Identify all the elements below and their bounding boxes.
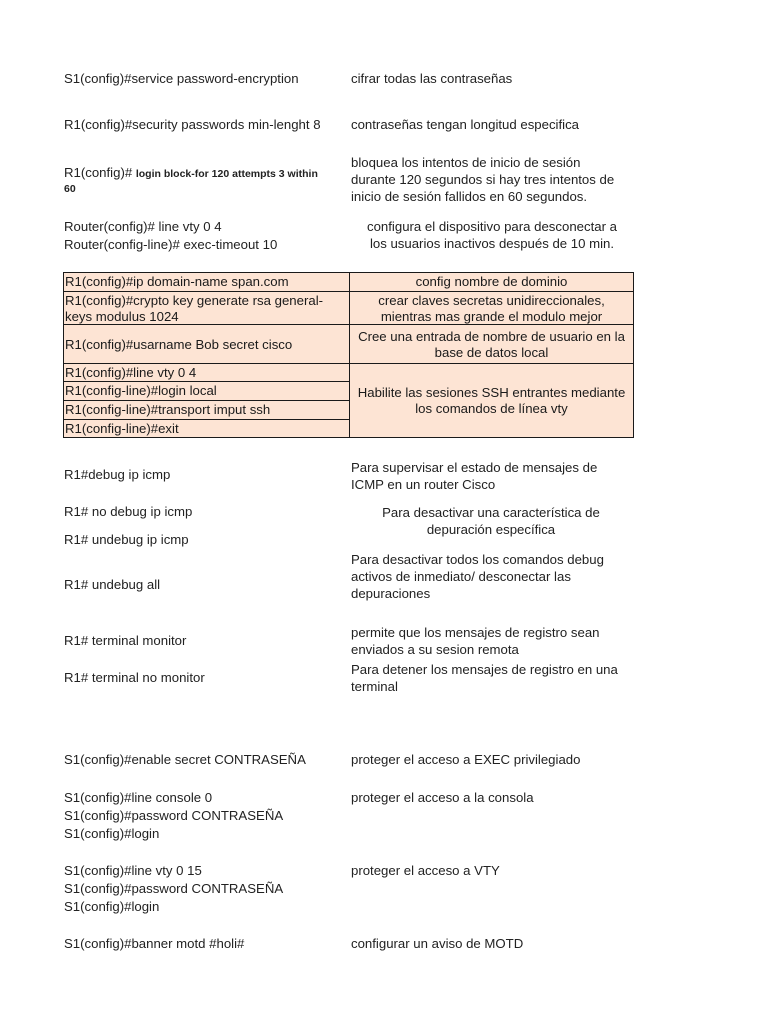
table-cell-transport-input: R1(config-line)#transport imput ssh xyxy=(64,401,350,420)
command-line-console: S1(config)#line console 0 S1(config)#password CONTRASEÑA S1(config)#login xyxy=(64,790,284,841)
description-longitud: contraseñas tengan longitud especifica xyxy=(351,117,580,132)
command-debug-ip-icmp: R1#debug ip icmp xyxy=(64,467,171,482)
description-desconectar: configura el dispositivo para desconectar a los usuarios inactivos después de 10 min. xyxy=(367,219,617,251)
table-cell-line-vty: R1(config)#line vty 0 4 xyxy=(64,364,350,382)
table-cell-username: R1(config)#usarname Bob secret cisco xyxy=(64,325,350,364)
table-cell-crypto-key: R1(config)#crypto key generate rsa general- keys modulus 1024 xyxy=(64,292,350,325)
ssh-config-table xyxy=(63,272,634,438)
description-cifrar: cifrar todas las contraseñas xyxy=(351,71,513,86)
command-security-passwords: R1(config)#security passwords min-lenght 8 xyxy=(64,117,321,132)
description-motd: configurar un aviso de MOTD xyxy=(351,936,524,951)
description-supervisar: Para supervisar el estado de mensajes de ICMP en un router Cisco xyxy=(351,460,598,492)
table-cell-ssh-desc: Habilite las sesiones SSH entrantes mediante los comandos de línea vty xyxy=(357,385,626,416)
table-cell-crypto-desc: crear claves secretas unidireccionales, mientras mas grande el modulo mejor xyxy=(350,292,633,325)
table-cell-domain-name: R1(config)#ip domain-name span.com xyxy=(64,273,350,292)
table-cell-exit: R1(config-line)#exit xyxy=(64,420,350,437)
description-consola: proteger el acceso a la consola xyxy=(351,790,534,805)
command-terminal-no-monitor: R1# terminal no monitor xyxy=(64,670,205,685)
description-registro-remota: permite que los mensajes de registro sean enviados a su sesion remota xyxy=(351,625,600,657)
description-exec-privilegiado: proteger el acceso a EXEC privilegiado xyxy=(351,752,581,767)
command-undebug-ip-icmp: R1# undebug ip icmp xyxy=(64,532,189,547)
command-banner-motd: S1(config)#banner motd #holi# xyxy=(64,936,245,951)
command-no-debug: R1# no debug ip icmp xyxy=(64,504,193,519)
command-line-vty-15: S1(config)#line vty 0 15 S1(config)#password CONTRASEÑA S1(config)#login xyxy=(64,863,284,914)
command-undebug-all: R1# undebug all xyxy=(64,577,161,592)
description-desactivar-todos: Para desactivar todos los comandos debug activos de inmediato/ desconectar las depuraciones xyxy=(351,552,604,601)
description-bloquea: bloquea los intentos de inicio de sesión durante 120 segundos si hay tres intentos de inicio de sesión fallidos en 60 segundos. xyxy=(351,155,615,204)
description-vty: proteger el acceso a VTY xyxy=(351,863,500,878)
table-cell-domain-desc: config nombre de dominio xyxy=(350,273,633,292)
command-exec-timeout: Router(config)# line vty 0 4 Router(config-line)# exec-timeout 10 xyxy=(64,219,278,252)
description-detener-registro: Para detener los mensajes de registro en una terminal xyxy=(351,662,618,694)
description-desactivar-caracteristica: Para desactivar una característica de depuración específica xyxy=(382,505,600,537)
table-cell-login-local: R1(config-line)#login local xyxy=(64,382,350,401)
command-login-block: R1(config)# login block-for 120 attempts 3 within 60 xyxy=(64,165,318,195)
command-terminal-monitor: R1# terminal monitor xyxy=(64,633,187,648)
table-cell-username-desc: Cree una entrada de nombre de usuario en la base de datos local xyxy=(350,325,633,364)
command-enable-secret: S1(config)#enable secret CONTRASEÑA xyxy=(64,752,306,767)
command-service-password-encryption: S1(config)#service password-encryption xyxy=(64,71,299,86)
